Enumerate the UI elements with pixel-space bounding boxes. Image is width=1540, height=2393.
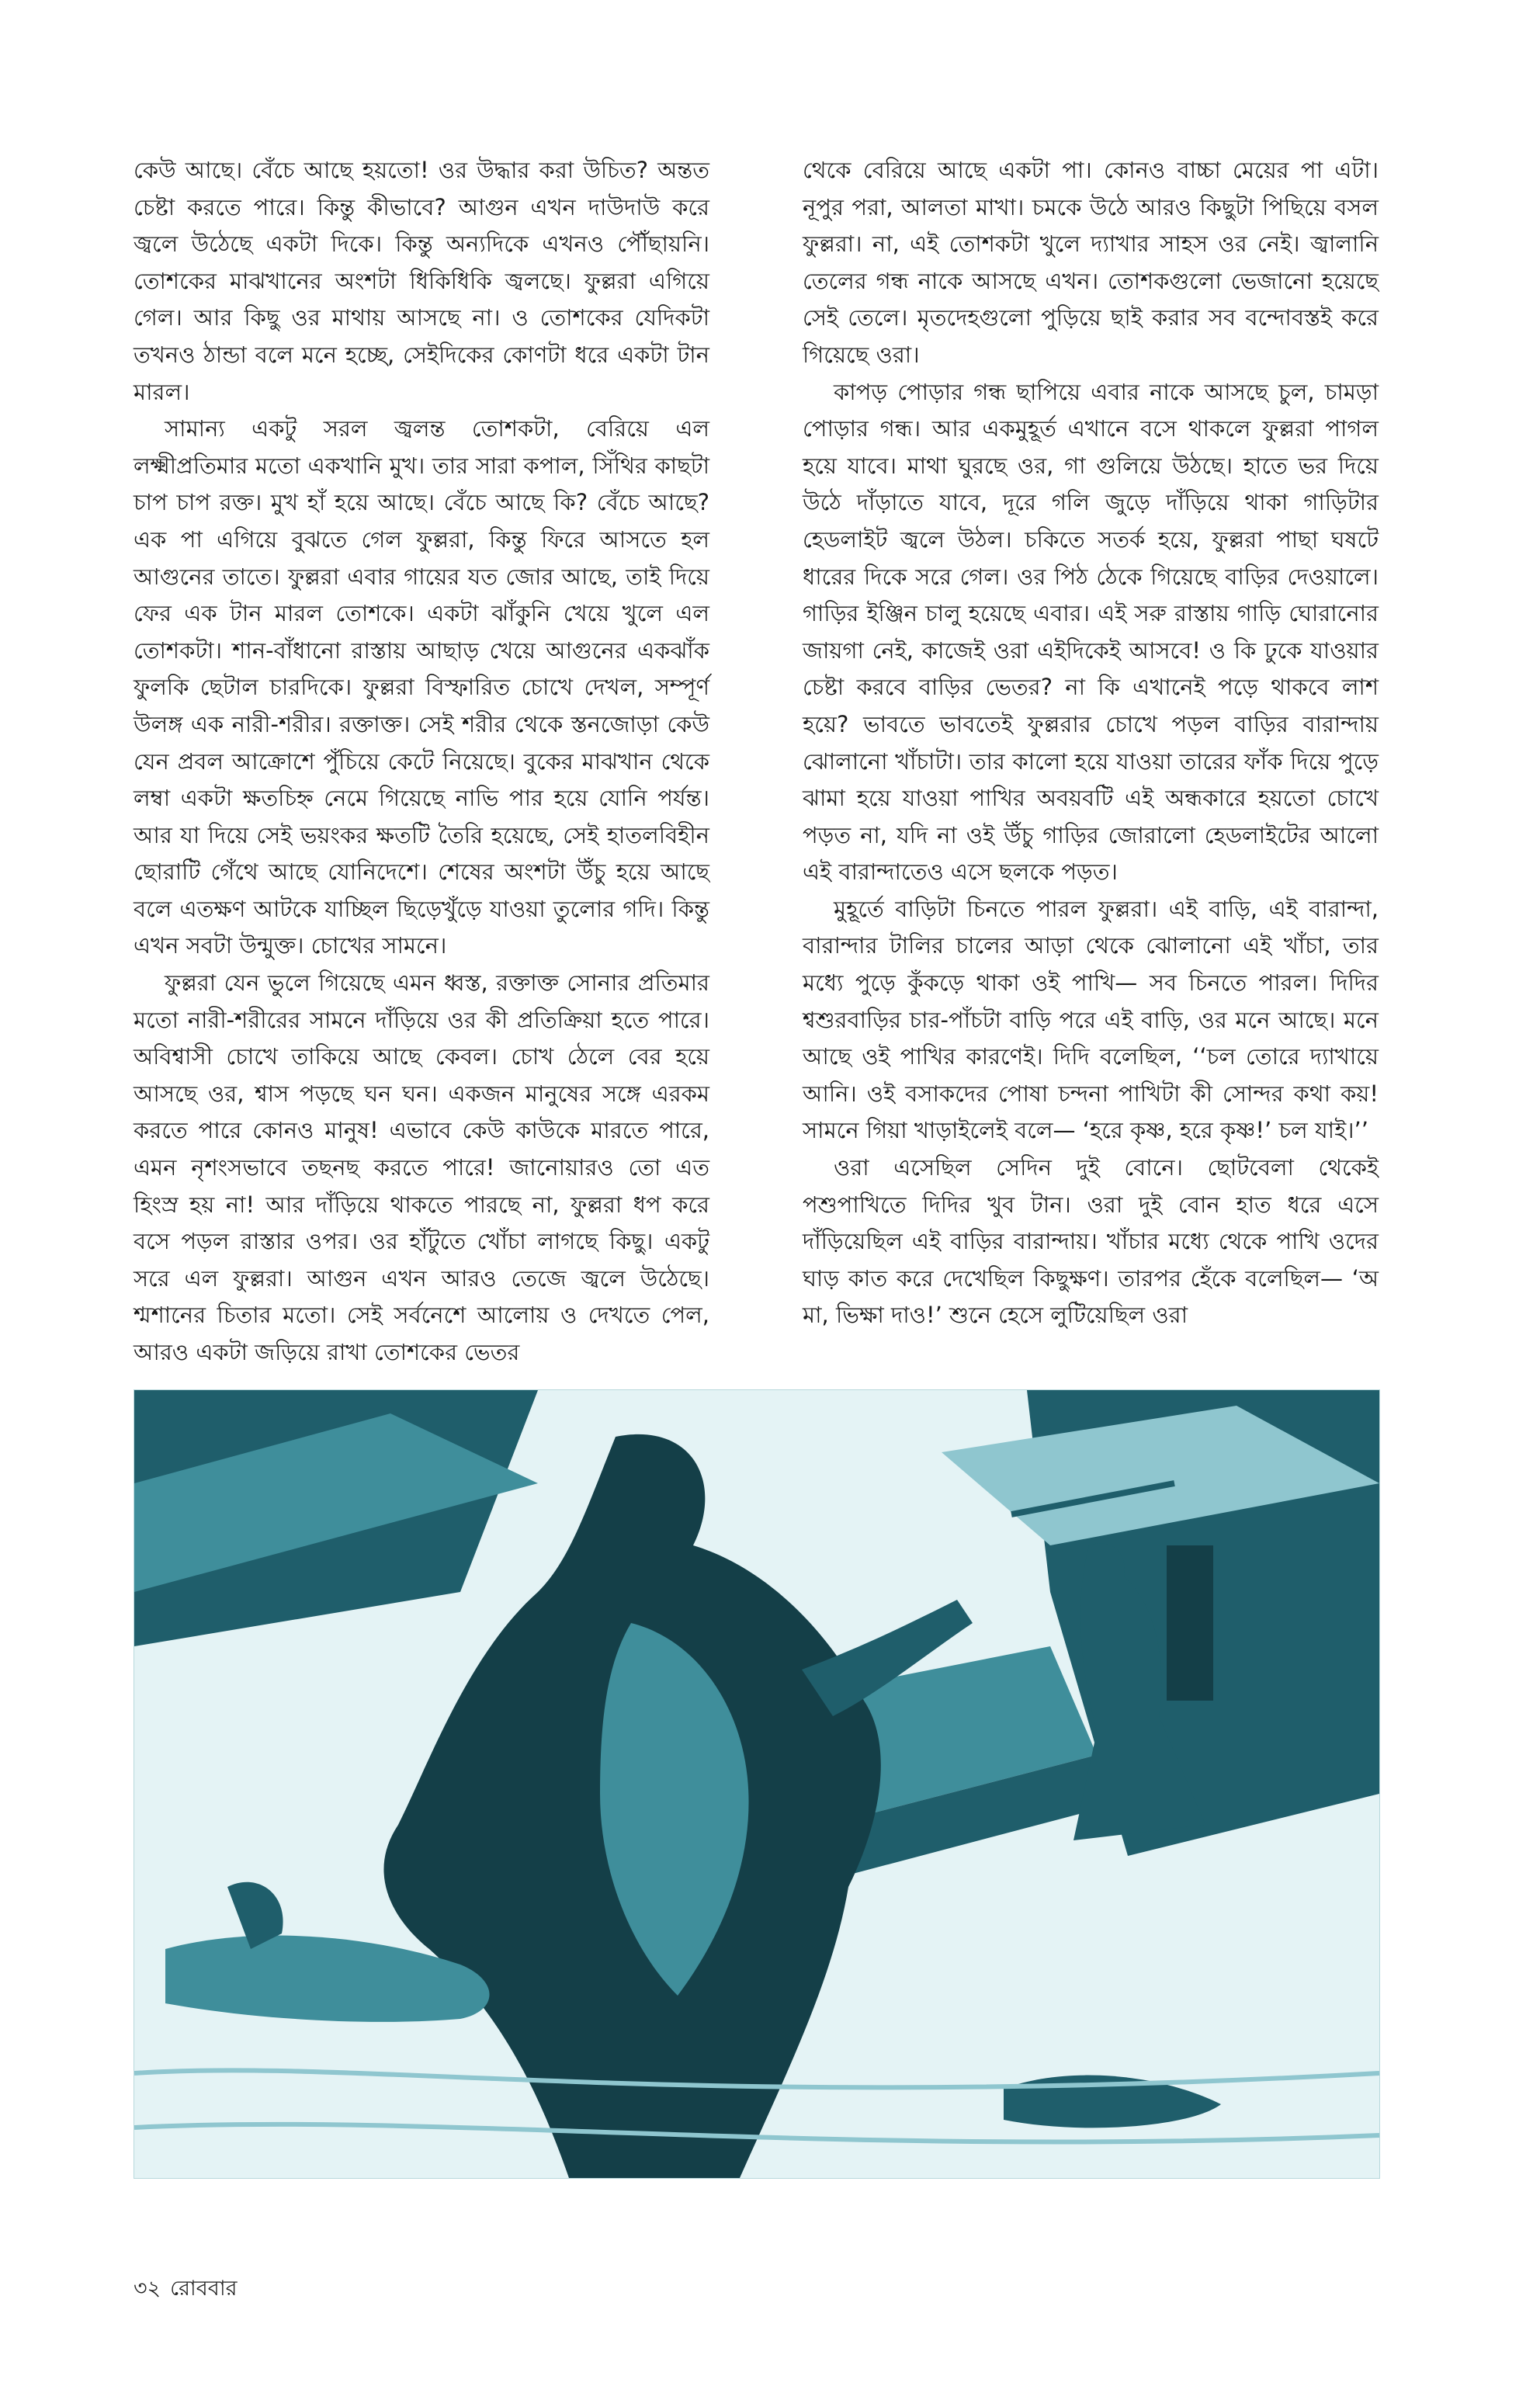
page-footer xyxy=(134,2273,247,2308)
paragraph: মুহূর্তে বাড়িটা চিনতে পারল ফুল্লরা। এই বাড়ি, এই বারান্দা, বারান্দার টালির চালের আড়া থেকে ঝোলানো এই খাঁচা, তার মধ্যে পুড়ে কুঁকড়ে থাকা ওই পাখি— সব চিনতে পারল। দিদির শ্বশুরবাড়ির চার-পাঁচটা বাড়ি পরে এই বাড়ি, ওর মনে আছে। মনে আছে ওই পাখির কারণেই। দিদি বলেছিল, ‘‘চল তোরে দ্যাখায়ে আনি। ওই বসাকদের পোষা চন্দনা পাখিটা কী সোন্দর কথা কয়! সামনে গিয়া খাড়াইলেই বলে— ‘হরে কৃষ্ণ, হরে কৃষ্ণ!’ চল যাই।’’ xyxy=(803,895,1379,1144)
story-illustration xyxy=(134,1389,1380,2179)
paragraph: কেউ আছে। বেঁচে আছে হয়তো! ওর উদ্ধার করা উচিত? অন্তত চেষ্টা করতে পারে। কিন্তু কীভাবে? আগুন এখন দাউদাউ করে জ্বলে উঠেছে একটা দিকে। কিন্তু অন্যদিকে এখনও পৌঁছায়নি। তোশকের মাঝখানের অংশটা ধিকিধিকি জ্বলছে। ফুল্লরা এগিয়ে গেল। আর কিছু ওর মাথায় আসছে না। ও তোশকের যেদিকটা তখনও ঠান্ডা বলে মনে হচ্ছে, সেইদিকের কোণটা ধরে একটা টান মারল। xyxy=(134,157,709,405)
illustration-drawing xyxy=(134,1390,1379,2178)
doorway xyxy=(1167,1545,1213,1701)
article-column-left xyxy=(134,152,709,1365)
paragraph: কাপড় পোড়ার গন্ধ ছাপিয়ে এবার নাকে আসছে চুল, চামড়া পোড়ার গন্ধ। আর একমুহূর্ত এখানে বসে থাকলে ফুল্লরা পাগল হয়ে যাবে। মাথা ঘুরছে ওর, গা গুলিয়ে উঠছে। হাতে ভর দিয়ে উঠে দাঁড়াতে যাবে, দূরে গলি জুড়ে দাঁড়িয়ে থাকা গাড়িটার হেডলাইট জ্বলে উঠল। চকিতে সতর্ক হয়ে, ফুল্লরা পাছা ঘষটে ধারের দিকে সরে গেল। ওর পিঠ ঠেকে গিয়েছে বাড়ির দেওয়ালে। গাড়ির ইঞ্জিন চালু হয়েছে এবার। এই সরু রাস্তায় গাড়ি ঘোরানোর জায়গা নেই, কাজেই ওরা এইদিকেই আসবে! ও কি ঢুকে যাওয়ার চেষ্টা করবে বাড়ির ভেতর? না কি এখানেই পড়ে থাকবে লাশ হয়ে? ভাবতে ভাবতেই ফুল্লরার চোখে পড়ল বাড়ির বারান্দায় ঝোলানো খাঁচাটা। তার কালো হয়ে যাওয়া তারের ফাঁক দিয়ে পুড়ে ঝামা হয়ে যাওয়া পাখির অবয়বটি এই অন্ধকারে হয়তো চোখে পড়ত না, যদি না ওই উঁচু গাড়ির জোরালো হেডলাইটের আলো এই বারান্দাতেও এসে ছলকে পড়ত। xyxy=(803,378,1379,886)
paragraph: থেকে বেরিয়ে আছে একটা পা। কোনও বাচ্চা মেয়ের পা এটা। নূপুর পরা, আলতা মাখা। চমকে উঠে আরও কিছুটা পিছিয়ে বসল ফুল্লরা। না, এই তোশকটা খুলে দ্যাখার সাহস ওর নেই। জ্বালানি তেলের গন্ধ নাকে আসছে এখন। তোশকগুলো ভেজানো হয়েছে সেই তেলে। মৃতদেহগুলো পুড়িয়ে ছাই করার সব বন্দোবস্তই করে গিয়েছে ওরা। xyxy=(803,157,1379,368)
article-column-right xyxy=(803,152,1379,1347)
paragraph: সামান্য একটু সরল জ্বলন্ত তোশকটা, বেরিয়ে এল লক্ষ্মীপ্রতিমার মতো একখানি মুখ। তার সারা কপাল, সিঁথির কাছটা চাপ চাপ রক্ত। মুখ হাঁ হয়ে আছে। বেঁচে আছে কি? বেঁচে আছে? এক পা এগিয়ে বুঝতে গেল ফুল্লরা, কিন্তু ফিরে আসতে হল আগুনের তাতে। ফুল্লরা এবার গায়ের যত জোর আছে, তাই দিয়ে ফের এক টান মারল তোশকে। একটা ঝাঁকুনি খেয়ে খুলে এল তোশকটা। শান-বাঁধানো রাস্তায় আছাড় খেয়ে আগুনের একঝাঁক ফুলকি ছেটাল চারদিকে। ফুল্লরা বিস্ফারিত চোখে দেখল, সম্পূর্ণ উলঙ্গ এক নারী-শরীর। রক্তাক্ত। সেই শরীর থেকে স্তনজোড়া কেউ যেন প্রবল আক্রোশে পুঁচিয়ে কেটে নিয়েছে। বুকের মাঝখান থেকে লম্বা একটা ক্ষতচিহ্ন নেমে গিয়েছে নাভি পার হয়ে যোনি পর্যন্ত। আর যা দিয়ে সেই ভয়ংকর ক্ষতটি তৈরি হয়েছে, সেই হাতলবিহীন ছোরাটি গেঁথে আছে যোনিদেশে। শেষের অংশটা উঁচু হয়ে আছে বলে এতক্ষণ আটকে যাচ্ছিল ছিড়েখুঁড়ে যাওয়া তুলোর গদি। কিন্তু এখন সবটা উন্মুক্ত। চোখের সামনে। xyxy=(134,415,709,959)
paragraph: ওরা এসেছিল সেদিন দুই বোনে। ছোটবেলা থেকেই পশুপাখিতে দিদির খুব টান। ওরা দুই বোন হাত ধরে এসে দাঁড়িয়েছিল এই বাড়ির বারান্দায়। খাঁচার মধ্যে থেকে পাখি ওদের ঘাড় কাত করে দেখেছিল কিছুক্ষণ। তারপর হেঁকে বলেছিল— ‘অ মা, ভিক্ষা দাও!’ শুনে হেসে লুটিয়েছিল ওরা xyxy=(803,1154,1379,1329)
paragraph: ফুল্লরা যেন ভুলে গিয়েছে এমন ধ্বস্ত, রক্তাক্ত সোনার প্রতিমার মতো নারী-শরীরের সামনে দাঁড়িয়ে ওর কী প্রতিক্রিয়া হতে পারে। অবিশ্বাসী চোখে তাকিয়ে আছে কেবল। চোখ ঠেলে বের হয়ে আসছে ওর, শ্বাস পড়ছে ঘন ঘন। একজন মানুষের সঙ্গে এরকম করতে পারে কোনও মানুষ! এভাবে কেউ কাউকে মারতে পারে, এমন নৃশংসভাবে তছনছ করতে পারে! জানোয়ারও তো এত হিংস্র হয় না! আর দাঁড়িয়ে থাকতে পারছে না, ফুল্লরা ধপ করে বসে পড়ল রাস্তার ওপর। ওর হাঁটুতে খোঁচা লাগছে কিছু। একটু সরে এল ফুল্লরা। আগুন এখন আরও তেজে জ্বলে উঠেছে। শ্মশানের চিতার মতো। সেই সর্বনেশে আলোয় ও দেখতে পেল, আরও একটা জড়িয়ে রাখা তোশকের ভেতর xyxy=(134,969,709,1365)
page-number: ৩২ xyxy=(134,2277,161,2301)
magazine-name: রোববার xyxy=(170,2277,238,2301)
